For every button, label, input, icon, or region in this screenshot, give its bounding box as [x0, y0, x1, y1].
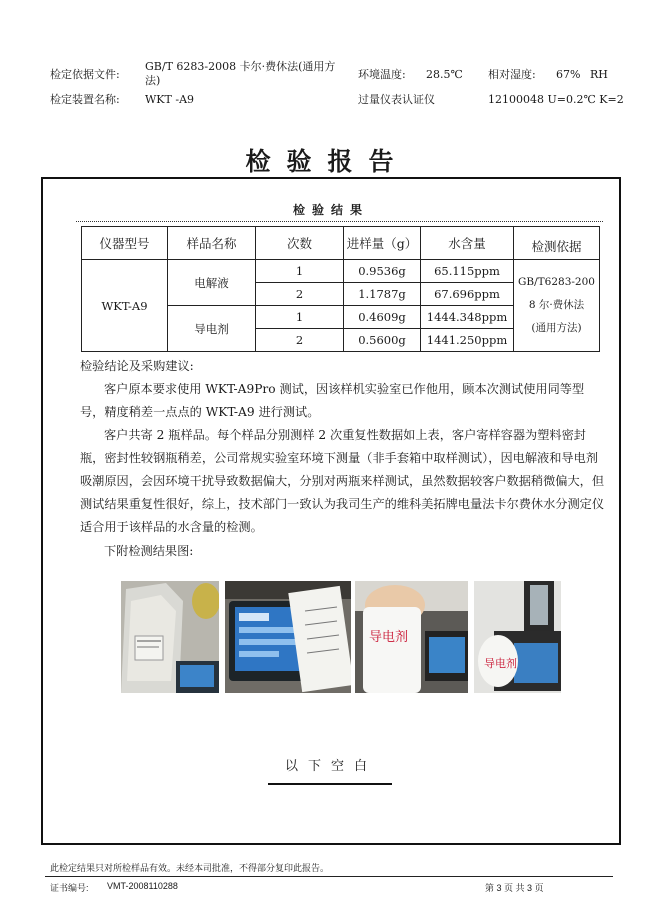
cell-run: 1 — [256, 260, 344, 283]
conclusion-paragraph-1: 客户原本要求使用 WKT-A9Pro 测试，因该样机实验室已作他用，顾本次测试使用同等型号，精度稍差一点点的 WKT-A9 进行测试。 — [80, 382, 585, 419]
device-label: 检定装置名称: — [50, 93, 120, 106]
cell-water: 1441.250ppm — [421, 329, 514, 352]
blank-marker: 以下空白 — [284, 759, 377, 774]
cell-water: 1444.348ppm — [421, 306, 514, 329]
header-basis: 检测依据 — [514, 227, 600, 260]
cert-label: 证书编号: — [50, 883, 89, 893]
basis-line1: GB/T6283-200 — [518, 276, 595, 288]
cell-sample-name: 导电剂 — [168, 306, 256, 352]
cell-mass: 1.1787g — [344, 283, 421, 306]
cell-run: 2 — [256, 329, 344, 352]
conclusion-label: 检验结论及采购建议: — [80, 359, 194, 373]
header-model: 仪器型号 — [82, 227, 168, 260]
cell-water: 67.696ppm — [421, 283, 514, 306]
table-header-row — [82, 227, 600, 260]
meter-value: 12100048 U=0.2℃ K=2 — [488, 93, 624, 106]
footer-divider — [45, 876, 613, 877]
footer-note: 此检定结果只对所检样品有效。未经本司批准，不得部分复印此报告。 — [50, 863, 330, 873]
cell-model: WKT-A9 — [82, 260, 168, 352]
cell-mass: 0.9536g — [344, 260, 421, 283]
photos-label: 下附检测结果图: — [104, 544, 194, 558]
basis-value-line1: GB/T 6283-2008 卡尔·费休法(通用方 — [145, 60, 336, 73]
blank-underline — [268, 783, 392, 785]
photo-sample-bags — [121, 581, 219, 693]
basis-line3: (通用方法) — [531, 322, 582, 334]
photo-instrument-screen — [225, 581, 351, 693]
basis-value — [145, 60, 355, 88]
header-sample: 样品名称 — [168, 227, 256, 260]
meter-label: 过量仪表认证仪 — [358, 93, 435, 106]
bottle-label: 导电剂 — [369, 630, 409, 645]
basis-line2: 8 尔·费休法 — [528, 299, 585, 311]
header-runs: 次数 — [256, 227, 344, 260]
results-table — [81, 226, 600, 352]
temp-value: 28.5℃ — [426, 68, 463, 81]
cert-number: VMT-2008110288 — [107, 881, 178, 891]
table-row — [82, 260, 600, 283]
temp-label: 环境温度: — [358, 68, 406, 81]
report-box — [41, 177, 621, 845]
conclusion-paragraph-2: 客户共寄 2 瓶样品。每个样品分别测样 2 次重复性数据如上表，客户寄样容器为塑料密封瓶，密封性较钢瓶稍差，公司常规实验室环境下测量（非手套箱中取样测试），因电解液和导电剂吸潮原因，会因环境干扰导致数据偏大，分别对两瓶来样测试，虽然数据较客户数据稍微偏大，但测试结果重复性很好，综上，技术部门一致认为我司生产的维科美拓牌电量法卡尔费休水分测定仪适合用于该样品的水含量的检测。 — [80, 428, 605, 534]
humidity-unit: RH — [590, 68, 608, 81]
cell-run: 2 — [256, 283, 344, 306]
cell-mass: 0.4609g — [344, 306, 421, 329]
cell-sample-name: 电解液 — [168, 260, 256, 306]
cell-water: 65.115ppm — [421, 260, 514, 283]
humidity-value: 67% — [556, 68, 581, 81]
cell-mass: 0.5600g — [344, 329, 421, 352]
humidity-label: 相对湿度: — [488, 68, 536, 81]
page-title: 检验报告 — [245, 147, 410, 176]
section-divider — [76, 221, 603, 222]
photo-titrator — [474, 581, 561, 693]
cell-basis — [514, 260, 600, 352]
header-mass: 进样量（g） — [344, 227, 421, 260]
device-value: WKT -A9 — [145, 93, 195, 106]
basis-value-line2: 法) — [145, 74, 161, 87]
photo-sample-bottle — [355, 581, 468, 693]
header-water: 水含量 — [421, 227, 514, 260]
page-number: 第 3 页 共 3 页 — [485, 883, 544, 893]
cell-run: 1 — [256, 306, 344, 329]
basis-label: 检定依据文件: — [50, 68, 120, 81]
bottle-label: 导电剂 — [484, 657, 517, 670]
section-title: 检验结果 — [292, 203, 369, 217]
